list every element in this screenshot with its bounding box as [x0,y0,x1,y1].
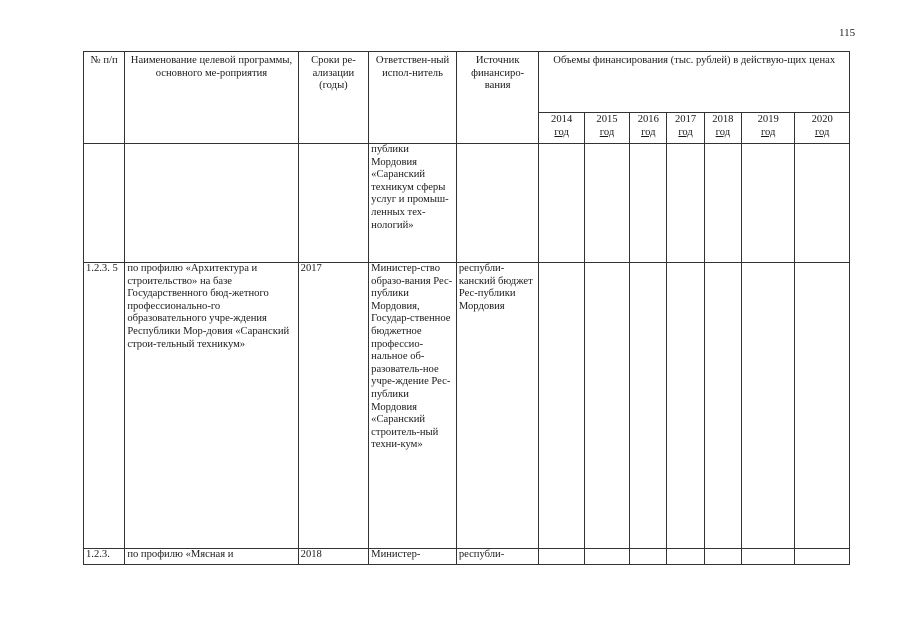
row-term [298,144,369,263]
row-cell [539,144,584,263]
year-col-2015 [584,113,629,144]
year-label: 2019 [757,114,779,125]
year-unit: год [814,126,830,138]
row-cell [704,549,741,565]
year-unit: год [715,126,731,138]
header-funding: Объемы финансирования (тыс. рублей) в действую-щих ценах [539,52,850,113]
row-cell [742,263,795,549]
row-cell [742,144,795,263]
row-source: республи- [456,549,539,565]
header-executor: Ответствен-ный испол-нитель [369,52,457,144]
row-num [84,144,125,263]
row-term: 2018 [298,549,369,565]
year-col-2016 [630,113,667,144]
table-row [84,549,850,565]
header-name: Наименование целевой программы, основного ме-роприятия [125,52,298,144]
row-cell [630,263,667,549]
header-term: Сроки ре-ализации (годы) [298,52,369,144]
row-num: 1.2.3. 5 [84,263,125,549]
year-unit: год [554,126,569,138]
row-executor: Министер- [369,549,457,565]
row-cell [584,263,629,549]
year-unit: год [760,126,776,138]
row-cell [630,144,667,263]
row-num: 1.2.3. [84,549,125,565]
year-unit: год [678,126,693,138]
row-cell [667,549,704,565]
row-source: республи-канский бюджет Рес-публики Мордовия [456,263,539,549]
row-cell [795,144,850,263]
page-number: 115 [839,27,856,39]
year-col-2019 [742,113,795,144]
year-col-2018 [704,113,741,144]
year-label: 2018 [712,114,734,125]
row-cell [742,549,795,565]
row-name: по профилю «Архитектура и строительство» на базе Государственного бюд-жетного профессионально-го образовательного учре-ждения Республики Мор-довия «Саранский строи-тельный техникум» [125,263,298,549]
row-source [456,144,539,263]
row-cell [795,263,850,549]
row-cell [704,263,741,549]
row-cell [667,144,704,263]
row-executor: Министер-ство образо-вания Рес-публики Мордовия, Государ-ственное бюджетное профессио-нальное об-разователь-ное учре-ждение Рес-публики Мордовия «Саранский строитель-ный техни-кум» [369,263,457,549]
row-cell [667,263,704,549]
row-name: по профилю «Мясная и [125,549,298,565]
year-col-2020 [795,113,850,144]
year-label: 2016 [637,114,659,125]
row-cell [584,144,629,263]
year-col-2017 [667,113,704,144]
row-cell [630,549,667,565]
table-row [84,263,850,549]
row-cell [584,549,629,565]
year-label: 2017 [674,114,697,125]
year-label: 2014 [551,114,573,125]
row-executor: публики Мордовия «Саранский техникум сферы услуг и промыш-ленных тех-нологий» [369,144,457,263]
year-label: 2020 [811,114,833,125]
row-name [125,144,298,263]
table-row [84,144,850,263]
header-num: № п/п [84,52,125,144]
row-cell [539,549,584,565]
funding-table [83,51,850,565]
row-cell [795,549,850,565]
header-source: Источник финансиро-вания [456,52,539,144]
year-col-2014 [539,113,584,144]
year-unit: год [599,126,615,138]
row-term: 2017 [298,263,369,549]
row-cell [539,263,584,549]
year-label: 2015 [596,114,618,125]
row-cell [704,144,741,263]
year-unit: год [641,126,656,138]
